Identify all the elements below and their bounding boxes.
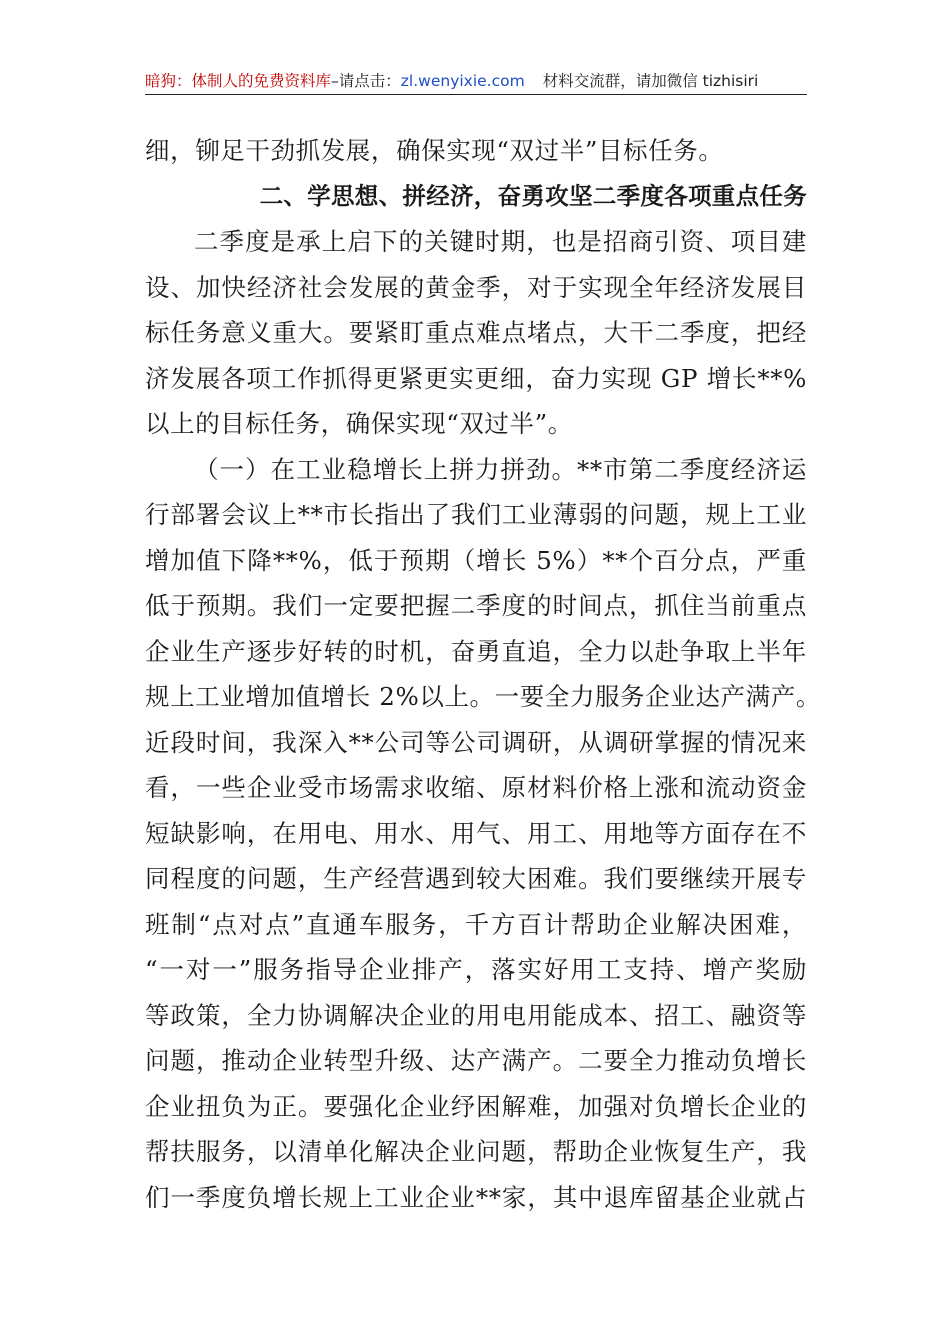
- text-line: 们一季度负增长规上工业企业**家，其中退库留基企业就占: [145, 1182, 807, 1212]
- text-line: 近段时间，我深入**公司等公司调研，从调研掌握的情况来: [145, 727, 807, 757]
- header-group-note: 材料交流群，请加微信 tizhisiri: [542, 72, 759, 90]
- text-line: 帮扶服务，以清单化解决企业问题，帮助企业恢复生产，我: [145, 1137, 807, 1166]
- text-line: 增加值下降**%，低于预期（增长 5%）**个百分点，严重: [145, 545, 807, 575]
- text-line: 设、加快经济社会发展的黄金季，对于实现全年经济发展目: [145, 272, 807, 302]
- text-line: 规上工业增加值增长 2%以上。一要全力服务企业达产满产。: [145, 682, 821, 711]
- text-line: 济发展各项工作抓得更紧更实更细，奋力实现 GP 增长**%: [145, 363, 807, 393]
- header-brand: 暗狗：体制人的免费资料库: [145, 72, 332, 90]
- text-line: 班制“点对点”直通车服务，千方百计帮助企业解决困难，: [145, 909, 807, 939]
- text-line: 问题，推动企业转型升级、达产满产。二要全力推动负增长: [145, 1046, 807, 1075]
- text-line: 低于预期。我们一定要把握二季度的时间点，抓住当前重点: [145, 591, 807, 620]
- text-line: 行部署会议上**市长指出了我们工业薄弱的问题，规上工业: [145, 500, 807, 529]
- text-line: 二季度是承上启下的关键时期，也是招商引资、项目建: [194, 227, 807, 256]
- text-line: 等政策，全力协调解决企业的用电用能成本、招工、融资等: [145, 1000, 807, 1030]
- section-heading: 二、学思想、拼经济，奋勇攻坚二季度各项重点任务: [259, 181, 807, 210]
- header-url-link[interactable]: zl.wenyixie.com: [400, 72, 525, 90]
- text-line: 同程度的问题，生产经营遇到较大困难。我们要继续开展专: [145, 864, 807, 893]
- text-line: 以上的目标任务，确保实现“双过半”。: [145, 409, 573, 438]
- text-line: “一对一”服务指导企业排产，落实好用工支持、增产奖励: [145, 955, 807, 984]
- subsection-line: （一）在工业稳增长上拼力拼劲。**市第二季度经济运: [194, 454, 807, 484]
- page-header-banner: [145, 68, 807, 95]
- text-line: 标任务意义重大。要紧盯重点难点堵点，大干二季度，把经: [145, 318, 807, 347]
- header-click-prompt: –请点击：: [331, 72, 401, 90]
- document-body: [145, 128, 821, 1220]
- text-line: 细，铆足干劲抓发展，确保实现“双过半”目标任务。: [145, 136, 724, 165]
- text-line: 企业生产逐步好转的时机，奋勇直追，全力以赴争取上半年: [145, 636, 807, 666]
- text-line: 企业扭负为正。要强化企业纾困解难，加强对负增长企业的: [145, 1091, 807, 1121]
- text-line: 短缺影响，在用电、用水、用气、用工、用地等方面存在不: [145, 818, 807, 848]
- text-line: 看，一些企业受市场需求收缩、原材料价格上涨和流动资金: [145, 773, 807, 802]
